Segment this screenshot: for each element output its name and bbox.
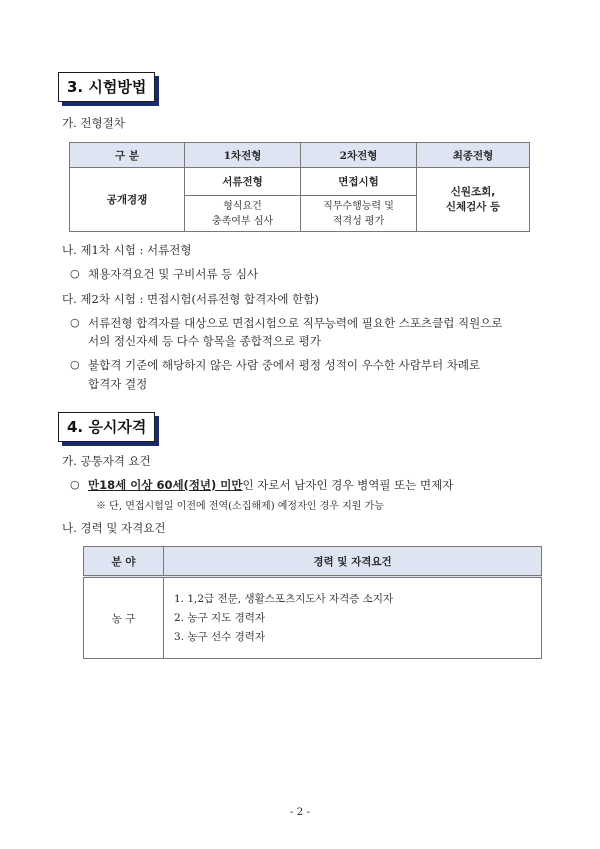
age-requirement: 만18세 이상 60세(정년) 미만 (88, 478, 243, 492)
stage2-title: 면접시험 (301, 168, 417, 196)
header-final: 최종전형 (417, 143, 530, 168)
header-field: 분 야 (84, 547, 164, 577)
row-label-open-competition: 공개경쟁 (70, 168, 185, 232)
stage2-desc-line-1: 직무수행능력 및 (323, 200, 394, 212)
stage2-bullet1-line1: 서류전형 합격자를 대상으로 면접시험으로 직무능력에 필요한 스포츠클럽 직원으로 (88, 316, 503, 330)
stage1-desc-line-1: 형식요건 (223, 200, 262, 212)
stage1-desc (185, 196, 301, 232)
career-qualification-heading: 나. 경력 및 자격요건 (62, 521, 166, 535)
stage1-exam-heading: 나. 제1차 시험 : 서류전형 (62, 243, 192, 257)
stage2-bullet2-line1: 불합격 기준에 해당하지 않은 사람 중에서 평정 성적이 우수한 사람부터 차례로 (88, 358, 481, 372)
qualification-table (83, 546, 542, 659)
requirement-item: 2. 농구 지도 경력자 (174, 611, 266, 624)
stage2-bullet1-line2: 서의 정신자세 등 다수 항목을 종합적으로 평가 (88, 334, 322, 348)
bullet-icon: ○ (70, 267, 80, 280)
stage1-exam-bullet: 채용자격요건 및 구비서류 등 심사 (88, 267, 259, 281)
military-requirement: 인 자로서 남자인 경우 병역필 또는 면제자 (242, 478, 454, 492)
bullet-icon: ○ (70, 478, 80, 491)
header-stage1: 1차전형 (185, 143, 301, 168)
procedure-table (69, 142, 530, 232)
section-3-heading: 3. 시험방법 (58, 72, 155, 102)
requirement-item: 1. 1,2급 전문, 생활스포츠지도사 자격증 소지자 (174, 592, 394, 605)
common-qualification-heading: 가. 공통자격 요건 (62, 454, 151, 468)
requirements-cell (164, 577, 542, 659)
bullet-icon: ○ (70, 358, 80, 371)
procedure-subheading: 가. 전형절차 (62, 116, 125, 130)
field-basketball: 농 구 (84, 577, 164, 659)
stage2-desc (301, 196, 417, 232)
final-stage-cell (417, 168, 530, 232)
page-number: - 2 - (289, 806, 311, 818)
stage2-desc-line-2: 적격성 평가 (332, 215, 385, 227)
final-line-1: 신원조회, (450, 185, 496, 198)
bullet-icon: ○ (70, 316, 80, 329)
requirement-item: 3. 농구 선수 경력자 (174, 630, 266, 643)
discharge-note: ※ 단, 면접시험일 이전에 전역(소집해제) 예정자인 경우 지원 가능 (96, 501, 384, 512)
section-4-heading: 4. 응시자격 (58, 412, 155, 442)
stage1-desc-line-2: 충족여부 심사 (211, 215, 274, 227)
stage2-exam-heading: 다. 제2차 시험 : 면접시험(서류전형 합격자에 한함) (62, 292, 319, 306)
stage2-bullet2-line2: 합격자 결정 (88, 377, 148, 391)
header-requirements: 경력 및 자격요건 (164, 547, 542, 577)
header-stage2: 2차전형 (301, 143, 417, 168)
header-category: 구 분 (70, 143, 185, 168)
stage1-title: 서류전형 (185, 168, 301, 196)
common-qualification-bullet (88, 477, 453, 494)
final-line-2: 신체검사 등 (445, 200, 501, 213)
